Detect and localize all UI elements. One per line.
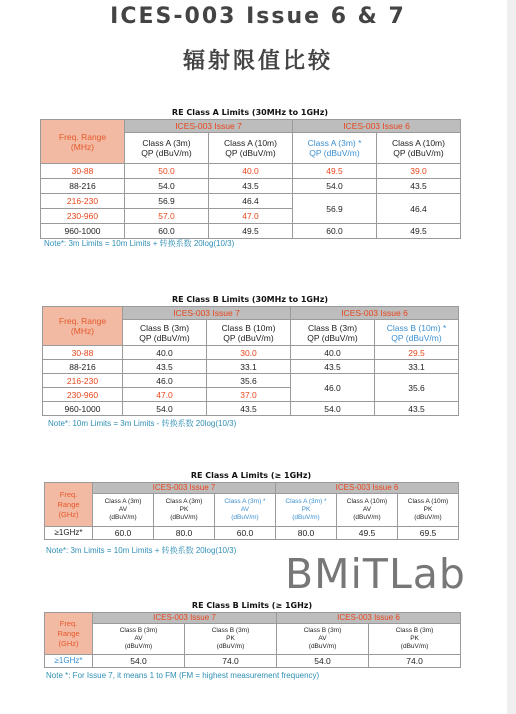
value-cell: 54.0: [125, 179, 209, 194]
freq-range-header: Freq. Range (GHz): [45, 613, 93, 655]
page-edge: [507, 0, 516, 714]
value-cell: 29.5: [375, 346, 459, 360]
freq-cell: 30-88: [43, 346, 123, 360]
value-cell: 33.1: [207, 360, 291, 374]
value-cell: 56.9: [125, 194, 209, 209]
value-cell: 49.5: [209, 224, 293, 239]
freq-cell: 88-216: [41, 179, 125, 194]
column-header: Class A (3m) * QP (dBuV/m): [293, 133, 377, 164]
value-cell: 47.0: [123, 388, 207, 402]
table-d-caption: RE Class B Limits (≥ 1GHz): [191, 601, 313, 610]
value-cell: 46.0: [123, 374, 207, 388]
column-header: Class B (3m) PK (dBuV/m): [185, 624, 277, 655]
freq-cell: ≥1GHz*: [45, 527, 93, 540]
column-header: Class A (10m) QP (dBuV/m): [209, 133, 293, 164]
value-cell: 46.0: [291, 374, 375, 402]
column-header: Class A (3m) PK (dBuV/m): [154, 494, 215, 527]
table-d: [44, 612, 461, 668]
table-a-caption: RE Class A Limits (30MHz to 1GHz): [171, 108, 329, 117]
issue6-header: ICES-003 Issue 6: [276, 483, 459, 494]
issue6-header: ICES-003 Issue 6: [291, 307, 459, 320]
value-cell: 69.5: [398, 527, 459, 540]
value-cell: 54.0: [293, 179, 377, 194]
table-b-note: Note*: 10m Limits = 3m Limits - 转换系数 20log(10/3): [48, 419, 237, 428]
value-cell: 33.1: [375, 360, 459, 374]
value-cell: 60.0: [293, 224, 377, 239]
value-cell: 80.0: [154, 527, 215, 540]
value-cell: 40.0: [291, 346, 375, 360]
column-header: Class B (3m) AV (dBuV/m): [277, 624, 369, 655]
value-cell: 43.5: [207, 402, 291, 416]
table-row: [43, 402, 459, 416]
table-row: [41, 224, 461, 239]
column-header: Class B (3m) PK (dBuV/m): [369, 624, 461, 655]
table-row: [41, 194, 461, 209]
freq-range-header: Freq. Range (GHz): [45, 483, 93, 527]
column-header: Class B (3m) AV (dBuV/m): [93, 624, 185, 655]
value-cell: 39.0: [377, 164, 461, 179]
table-a: [40, 119, 461, 239]
freq-cell: 960-1000: [41, 224, 125, 239]
freq-range-header: Freq. Range (MHz): [41, 120, 125, 164]
value-cell: 54.0: [93, 655, 185, 668]
value-cell: 35.6: [207, 374, 291, 388]
freq-cell: 230-960: [43, 388, 123, 402]
value-cell: 60.0: [125, 224, 209, 239]
column-header: Class A (10m) AV (dBuV/m): [337, 494, 398, 527]
value-cell: 46.4: [209, 194, 293, 209]
freq-cell: ≥1GHz*: [45, 655, 93, 668]
table-row: [43, 374, 459, 388]
value-cell: 50.0: [125, 164, 209, 179]
value-cell: 47.0: [209, 209, 293, 224]
freq-range-header: Freq. Range (MHz): [43, 307, 123, 346]
freq-cell: 960-1000: [43, 402, 123, 416]
column-header: Class B (10m) * QP (dBuV/m): [375, 320, 459, 346]
watermark-logo: BMiTLab: [285, 550, 466, 598]
value-cell: 43.5: [209, 179, 293, 194]
table-row: [45, 655, 461, 668]
issue7-header: ICES-003 Issue 7: [93, 613, 277, 624]
value-cell: 43.5: [123, 360, 207, 374]
issue7-header: ICES-003 Issue 7: [123, 307, 291, 320]
page-subtitle: 辐射限值比较: [182, 49, 333, 74]
value-cell: 54.0: [123, 402, 207, 416]
issue6-header: ICES-003 Issue 6: [277, 613, 461, 624]
column-header: Class A (3m) AV (dBuV/m): [93, 494, 154, 527]
value-cell: 43.5: [377, 179, 461, 194]
value-cell: 74.0: [185, 655, 277, 668]
value-cell: 54.0: [277, 655, 369, 668]
value-cell: 56.9: [293, 194, 377, 224]
value-cell: 49.5: [377, 224, 461, 239]
column-header: Class A (10m) QP (dBuV/m): [377, 133, 461, 164]
column-header: Class A (3m) * PK (dBuV/m): [276, 494, 337, 527]
value-cell: 43.5: [375, 402, 459, 416]
value-cell: 49.5: [293, 164, 377, 179]
table-d-note: Note *: For Issue 7, it means 1 to FM (FM = highest measurement frequency): [46, 671, 320, 680]
value-cell: 49.5: [337, 527, 398, 540]
value-cell: 57.0: [125, 209, 209, 224]
table-row: [43, 360, 459, 374]
issue7-header: ICES-003 Issue 7: [125, 120, 293, 133]
freq-cell: 216-230: [41, 194, 125, 209]
column-header: Class B (3m) QP (dBuV/m): [291, 320, 375, 346]
value-cell: 46.4: [377, 194, 461, 224]
value-cell: 30.0: [207, 346, 291, 360]
column-header: Class A (10m) PK (dBuV/m): [398, 494, 459, 527]
table-c-caption: RE Class A Limits (≥ 1GHz): [190, 471, 312, 480]
column-header: Class A (3m) QP (dBuV/m): [125, 133, 209, 164]
value-cell: 54.0: [291, 402, 375, 416]
issue7-header: ICES-003 Issue 7: [93, 483, 276, 494]
table-c-note: Note*: 3m Limits = 10m Limits + 转换系数 20log(10/3): [46, 546, 237, 555]
table-row: [41, 164, 461, 179]
table-row: [45, 527, 459, 540]
table-c: [44, 482, 459, 540]
value-cell: 35.6: [375, 374, 459, 402]
column-header: Class A (3m) * AV (dBuV/m): [215, 494, 276, 527]
value-cell: 37.0: [207, 388, 291, 402]
freq-cell: 30-88: [41, 164, 125, 179]
value-cell: 43.5: [291, 360, 375, 374]
value-cell: 40.0: [123, 346, 207, 360]
value-cell: 74.0: [369, 655, 461, 668]
column-header: Class B (10m) QP (dBuV/m): [207, 320, 291, 346]
freq-cell: 88-216: [43, 360, 123, 374]
freq-cell: 216-230: [43, 374, 123, 388]
issue6-header: ICES-003 Issue 6: [293, 120, 461, 133]
column-header: Class B (3m) QP (dBuV/m): [123, 320, 207, 346]
table-row: [41, 179, 461, 194]
table-b-caption: RE Class B Limits (30MHz to 1GHz): [171, 295, 329, 304]
value-cell: 60.0: [93, 527, 154, 540]
value-cell: 60.0: [215, 527, 276, 540]
table-row: [43, 346, 459, 360]
table-b: [42, 306, 459, 416]
freq-cell: 230-960: [41, 209, 125, 224]
value-cell: 80.0: [276, 527, 337, 540]
page-title: ICES-003 Issue 6 & 7: [110, 4, 406, 29]
table-a-note: Note*: 3m Limits = 10m Limits + 转换系数 20log(10/3): [44, 239, 235, 248]
value-cell: 40.0: [209, 164, 293, 179]
